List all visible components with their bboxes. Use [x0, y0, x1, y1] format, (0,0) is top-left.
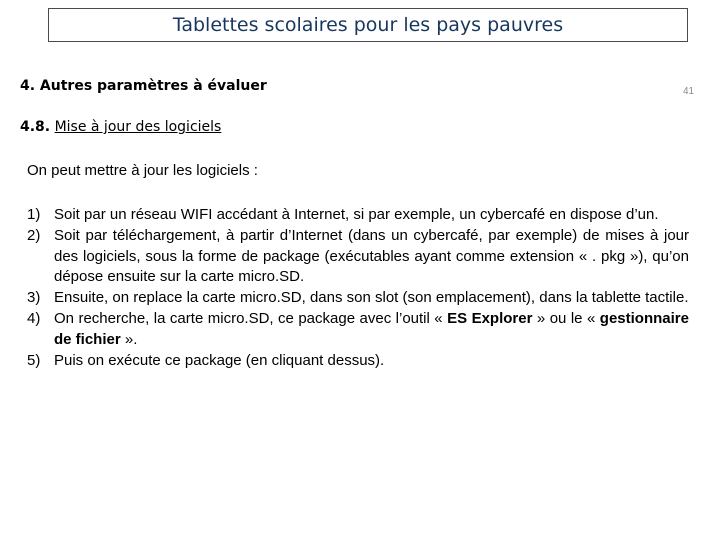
list-item [27, 309, 689, 351]
list-item [27, 351, 689, 372]
list-item-text: Soit par téléchargement, à partir d’Internet (dans un cybercafé, par exemple) de mises à jour des logiciels, sous la forme de package (exécutables ayant comme extension « . pkg »), qu’on dépose ensuite sur la carte micro.SD. [54, 226, 689, 286]
list-item [27, 205, 689, 226]
intro-text: On peut mettre à jour les logiciels : [27, 162, 258, 179]
title-box [48, 8, 688, 42]
list-item [27, 226, 689, 288]
list-item-text: Puis on exécute ce package (en cliquant dessus). [54, 351, 385, 369]
section-heading: 4. Autres paramètres à évaluer [20, 78, 267, 94]
subsection-heading [20, 119, 221, 135]
tool-name-file-manager: gestionnaire de fichier [54, 309, 689, 348]
list-item-number: 3) [27, 289, 41, 307]
list-item-number: 5) [27, 351, 41, 369]
subsection-number: 4.8. [20, 119, 51, 135]
steps-list [27, 205, 689, 371]
page-title: Tablettes scolaires pour les pays pauvres [172, 14, 564, 36]
list-item-text: Ensuite, on replace la carte micro.SD, dans son slot (son emplacement), dans la tablette tactile. [54, 289, 689, 307]
page-number: 41 [683, 86, 695, 97]
list-item-number: 1) [27, 206, 41, 223]
list-item-number: 4) [27, 309, 41, 327]
subsection-title: Mise à jour des logiciels [54, 119, 222, 135]
tool-name-es-explorer: ES Explorer [447, 309, 533, 327]
list-item [27, 288, 689, 309]
list-item-number: 2) [27, 226, 41, 244]
list-item-text: Soit par un réseau WIFI accédant à Internet, si par exemple, un cybercafé en dispose d’un. [54, 206, 659, 223]
list-item-text: On recherche, la carte micro.SD, ce package avec l’outil « ES Explorer » ou le « gestionnaire de fichier ». [54, 309, 689, 348]
